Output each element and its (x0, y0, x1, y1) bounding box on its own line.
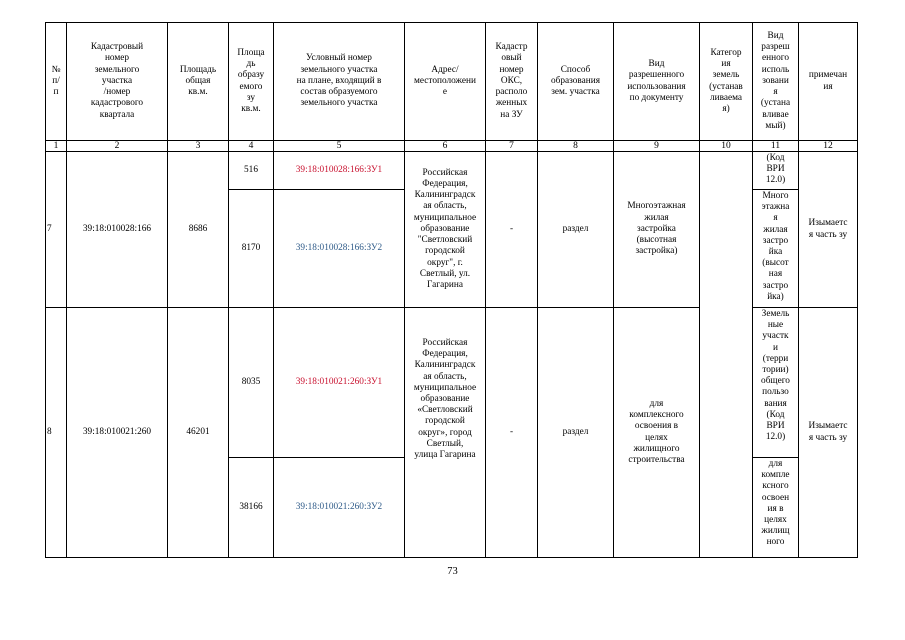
row-number: 7 (46, 152, 67, 308)
header-area-new: Площа дь образу емого зу кв.м. (229, 23, 274, 141)
header-area-total: Площадь общая кв.м. (168, 23, 229, 141)
page-number: 73 (447, 566, 458, 577)
address: Российская Федерация, Калининградск ая область, муниципальное образование «Светловский городской округ», город Светлый, улица Гагарина (405, 308, 486, 558)
column-number: 3 (168, 141, 229, 152)
use-set: для компле ксного освоен ия в целях жилищ ного (753, 458, 799, 558)
header-oks: Кадастр овый номер ОКС, располо женных на ЗУ (486, 23, 538, 141)
column-number: 11 (753, 141, 799, 152)
cadastral-number: 39:18:010028:166 (67, 152, 168, 308)
column-number: 10 (700, 141, 753, 152)
use-set: (Код ВРИ 12.0) (753, 152, 799, 190)
address: Российская Федерация, Калининградск ая область, муниципальное образование "Светловский городской округ", г. Светлый, ул. Гагарина (405, 152, 486, 308)
oks-number: - (486, 152, 538, 308)
column-number: 6 (405, 141, 486, 152)
conditional-number: 39:18:010028:166:ЗУ1 (274, 152, 405, 190)
area-new: 8035 (229, 308, 274, 458)
formation-method: раздел (538, 152, 614, 308)
column-number: 5 (274, 141, 405, 152)
column-number: 4 (229, 141, 274, 152)
use-by-document: для комплексного освоения в целях жилищного строительства (614, 308, 700, 558)
area-new: 516 (229, 152, 274, 190)
header-num: № п/ п (46, 23, 67, 141)
column-number: 8 (538, 141, 614, 152)
header-conditional-number: Условный номер земельного участка на плане, входящий в состав образуемого земельного участка (274, 23, 405, 141)
header-notes: примечан ия (799, 23, 858, 141)
land-category (700, 152, 753, 558)
header-cadastral: Кадастровый номер земельного участка /номер кадастрового квартала (67, 23, 168, 141)
header-use-set: Вид разреш енного исполь зовани я (устана вливае мый) (753, 23, 799, 141)
note: Изымаетс я часть зу (799, 152, 858, 308)
formation-method: раздел (538, 308, 614, 558)
table-header (46, 23, 858, 152)
column-number: 9 (614, 141, 700, 152)
table-row (46, 152, 858, 190)
column-number: 7 (486, 141, 538, 152)
area-total: 46201 (168, 308, 229, 558)
conditional-number: 39:18:010028:166:ЗУ2 (274, 190, 405, 308)
cadastral-number: 39:18:010021:260 (67, 308, 168, 558)
oks-number: - (486, 308, 538, 558)
use-set: Земель ные участк и (терри тории) общего пользо вания (Код ВРИ 12.0) (753, 308, 799, 458)
header-address: Адрес/ местоположени е (405, 23, 486, 141)
area-total: 8686 (168, 152, 229, 308)
column-number: 2 (67, 141, 168, 152)
use-set: Много этажна я жилая застро йка (высот ная застро йка) (753, 190, 799, 308)
column-number: 1 (46, 141, 67, 152)
area-new: 8170 (229, 190, 274, 308)
column-numbers-row (46, 141, 858, 152)
column-number: 12 (799, 141, 858, 152)
conditional-number: 39:18:010021:260:ЗУ2 (274, 458, 405, 558)
conditional-number: 39:18:010021:260:ЗУ1 (274, 308, 405, 458)
header-category: Категор ия земель (устанав ливаема я) (700, 23, 753, 141)
land-plots-table (45, 22, 858, 558)
note: Изымаетс я часть зу (799, 308, 858, 558)
header-method: Способ образования зем. участка (538, 23, 614, 141)
area-new: 38166 (229, 458, 274, 558)
row-number: 8 (46, 308, 67, 558)
use-by-document: Многоэтажная жилая застройка (высотная застройка) (614, 152, 700, 308)
header-use-doc: Вид разрешенного использования по документу (614, 23, 700, 141)
